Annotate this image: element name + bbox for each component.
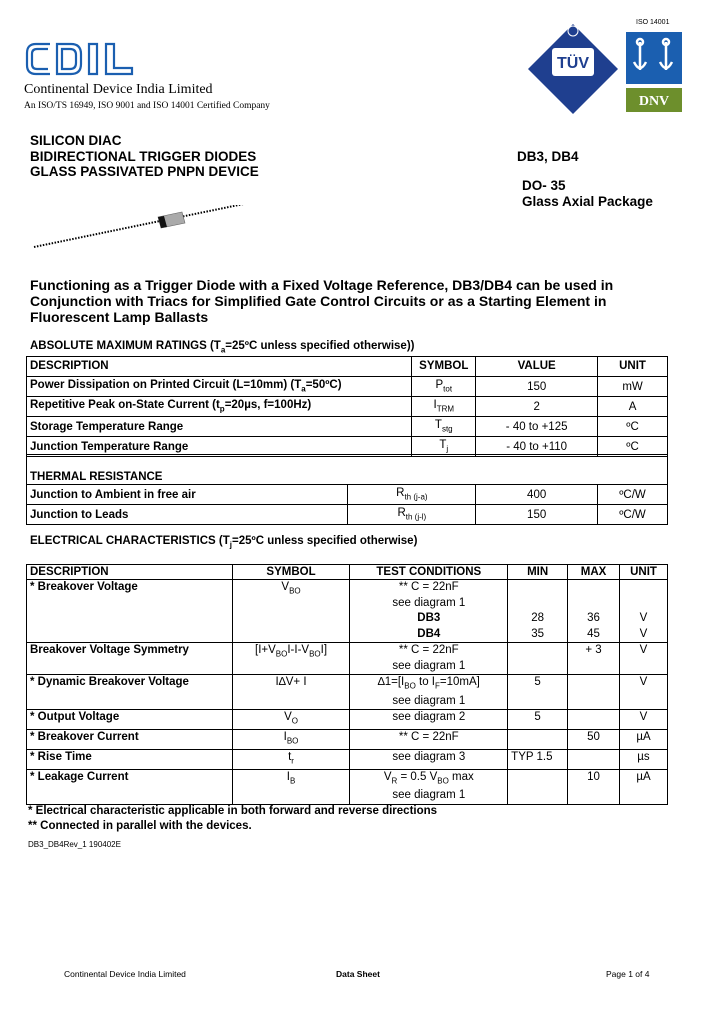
table-row: * Rise Time $t_r$ see diagram 3 TYP 1.5 µs (27, 749, 668, 769)
table-row: * Breakover Current $I_{BO}$ ** C = 22nF 50 µA (27, 730, 668, 750)
product-title (30, 133, 259, 180)
table-row: * Output Voltage $V_O$ see diagram 2 5 V (27, 710, 668, 730)
part-numbers: DB3, DB4 (517, 149, 579, 164)
note-electrical: * Electrical characteristic applicable in both forward and reverse directions (28, 805, 438, 817)
table-row: * Breakover Voltage $V_{BO}$ ** C = 22nF see diagram 1 DB3 DB4 28 35 36 45 V V (27, 580, 668, 643)
company-name: Continental Device India Limited (24, 82, 213, 97)
title-line-2: BIDIRECTIONAL TRIGGER DIODES (30, 148, 257, 164)
table-row: * Dynamic Breakover Voltage I∆V+ I $\Delta 1=[I_{BO}$ to $I_F=10mA$] see diagram 1 5 V (27, 675, 668, 710)
table-row: Junction to Leads $R_{th (j-l)}$ 150 ºC/W (27, 505, 668, 525)
header-value: VALUE (476, 357, 598, 377)
footer-page: Page 1 of 4 (606, 969, 650, 979)
dnv-certification-badge (626, 32, 682, 112)
electrical-table (26, 564, 668, 805)
electrical-title: ELECTRICAL CHARACTERISTICS ($T_j=25ºC$ unless specified otherwise) (30, 535, 418, 550)
diode-package-image (30, 205, 270, 255)
table-header-row (27, 357, 668, 377)
table-row: Storage Temperature Range $T_{stg}$ - 40 to +125 ºC (27, 417, 668, 437)
tuv-certification-badge (526, 22, 620, 116)
function-description: Functioning as a Trigger Diode with a Fixed Voltage Reference, DB3/DB4 can be used in Conjunction with Triacs for Simplified Gate Control Circuits or as a Starting Element in Fluorescent Lamp Ballasts (30, 277, 614, 325)
footer-company: Continental Device India Limited (64, 969, 186, 979)
header-symbol: SYMBOL (412, 357, 476, 377)
tuv-logo-text: TÜV (557, 55, 589, 72)
package-description: Glass Axial Package (522, 194, 653, 209)
header-description: DESCRIPTION (27, 357, 412, 377)
table-header-row: DESCRIPTION SYMBOL TEST CONDITIONS MIN MAX UNIT (27, 565, 668, 580)
document-reference: DB3_DB4Rev_1 190402E (28, 840, 121, 849)
package-type: DO- 35 (522, 178, 566, 193)
table-row: Repetitive Peak on-State Current ($t_p=20\mu s$, f=100Hz) $I_{TRM}$ 2 A (27, 397, 668, 417)
company-certification: An ISO/TS 16949, ISO 9001 and ISO 14001 Certified Company (24, 101, 270, 111)
iso-label: ISO 14001 (636, 19, 670, 26)
title-line-3: GLASS PASSIVATED PNPN DEVICE (30, 164, 259, 179)
header-unit: UNIT (598, 357, 668, 377)
thermal-title: THERMAL RESISTANCE (27, 455, 668, 485)
footer-doc-type: Data Sheet (336, 969, 380, 979)
thermal-resistance-table (26, 454, 668, 525)
cdil-logo (24, 36, 136, 82)
table-row: * Leakage Current $I_B$ $V_R = 0.5$ $V_{BO}$ max see diagram 1 10 µA (27, 769, 668, 804)
note-connected: ** Connected in parallel with the devices. (28, 820, 252, 832)
table-row: Junction Temperature Range $T_j$ - 40 to +110 ºC (27, 437, 668, 457)
title-line-1: SILICON DIAC (30, 133, 122, 148)
table-row: Power Dissipation on Printed Circuit (L=10mm) $(T_a=50ºC)$ $P_{tot}$ 150 mW (27, 377, 668, 397)
abs-max-title: ABSOLUTE MAXIMUM RATINGS ($T_a=25ºC$ unless specified otherwise)) (30, 340, 415, 355)
svg-text:DNV: DNV (638, 94, 670, 109)
table-row: Breakover Voltage Symmetry $[I+V_{BO}I-I-V_{BO}I]$ ** C = 22nF see diagram 1 + 3 V (27, 643, 668, 675)
abs-max-table (26, 356, 668, 457)
table-row: Junction to Ambient in free air $R_{th (j-a)}$ 400 ºC/W (27, 485, 668, 505)
